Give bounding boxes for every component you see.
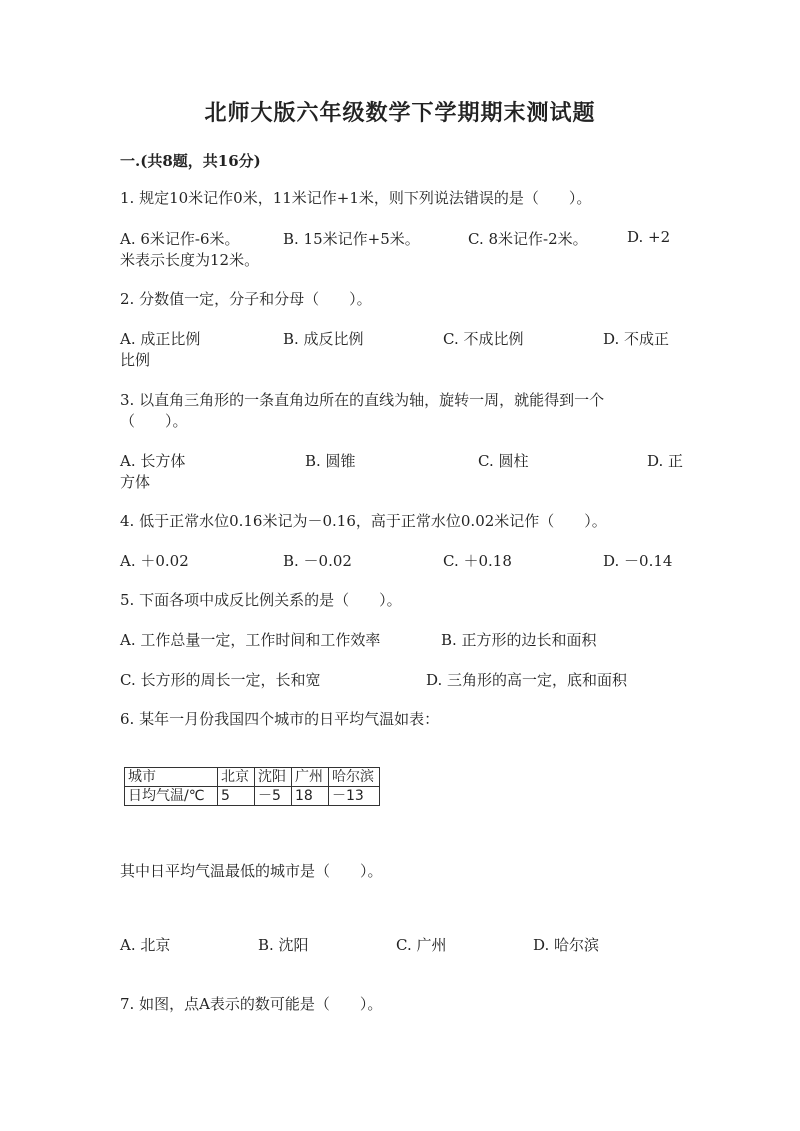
question-6-option-d: D. 哈尔滨 (533, 936, 600, 954)
table-cell: 5 (218, 787, 255, 806)
question-2-option-d-continued: 比例 (120, 351, 151, 369)
question-2-option-c: C. 不成比例 (443, 330, 524, 348)
question-6-question: 其中日平均气温最低的城市是（ ）。 (120, 862, 383, 880)
question-4-option-c: C. ＋0.18 (443, 552, 512, 570)
question-1-stem: 1. 规定10米记作0米，11米记作+1米，则下列说法错误的是（ ）。 (120, 189, 592, 207)
question-6-option-c: C. 广州 (396, 936, 447, 954)
question-2-option-a: A. 成正比例 (120, 330, 201, 348)
question-6-option-b: B. 沈阳 (258, 936, 309, 954)
question-6-option-a: A. 北京 (120, 936, 171, 954)
question-1-option-d-continued: 米表示长度为12米。 (120, 251, 260, 269)
question-3-option-a: A. 长方体 (120, 452, 186, 470)
question-3-option-b: B. 圆锥 (305, 452, 356, 470)
table-cell: －5 (255, 787, 292, 806)
question-2-option-d: D. 不成正 (603, 330, 670, 348)
question-1-option-c: C. 8米记作-2米。 (468, 230, 588, 248)
question-1-option-d: D. +2 (627, 228, 671, 246)
question-5-option-d: D. 三角形的高一定，底和面积 (426, 671, 628, 689)
table-cell: 18 (292, 787, 329, 806)
question-2-option-b: B. 成反比例 (283, 330, 364, 348)
question-3-option-c: C. 圆柱 (478, 452, 529, 470)
question-6-stem: 6. 某年一月份我国四个城市的日平均气温如表： (120, 710, 440, 728)
table-header-cell: 广州 (292, 768, 329, 787)
question-4-stem: 4. 低于正常水位0.16米记为－0.16，高于正常水位0.02米记作（ ）。 (120, 512, 607, 530)
table-row (125, 787, 380, 806)
question-5-option-b: B. 正方形的边长和面积 (441, 631, 597, 649)
question-3-option-d: D. 正 (647, 452, 684, 470)
question-4-option-a: A. ＋0.02 (120, 552, 189, 570)
table-cell: 日均气温/℃ (125, 787, 218, 806)
table-header-row (125, 768, 380, 787)
question-4-option-d: D. －0.14 (603, 552, 673, 570)
page-title: 北师大版六年级数学下学期期末测试题 (204, 100, 596, 126)
table-header-cell: 哈尔滨 (329, 768, 380, 787)
question-3-stem-continued: （ ）。 (120, 412, 188, 430)
question-7-stem: 7. 如图，点A表示的数可能是（ ）。 (120, 995, 383, 1013)
table-header-cell: 北京 (218, 768, 255, 787)
table-header-cell: 城市 (125, 768, 218, 787)
temperature-table (124, 767, 380, 806)
question-1-option-a: A. 6米记作-6米。 (120, 230, 240, 248)
table-header-cell: 沈阳 (255, 768, 292, 787)
question-2-stem: 2. 分数值一定，分子和分母（ ）。 (120, 290, 372, 308)
temperature-table-wrapper (124, 767, 380, 806)
question-5-option-a: A. 工作总量一定，工作时间和工作效率 (120, 631, 381, 649)
question-3-option-d-continued: 方体 (120, 473, 151, 491)
question-3-stem: 3. 以直角三角形的一条直角边所在的直线为轴，旋转一周，就能得到一个 (120, 391, 605, 409)
question-4-option-b: B. －0.02 (283, 552, 352, 570)
question-5-stem: 5. 下面各项中成反比例关系的是（ ）。 (120, 591, 402, 609)
question-1-option-b: B. 15米记作+5米。 (283, 230, 420, 248)
table-cell: －13 (329, 787, 380, 806)
question-5-option-c: C. 长方形的周长一定，长和宽 (120, 671, 321, 689)
section-heading: 一.(共8题，共16分) (120, 152, 261, 170)
